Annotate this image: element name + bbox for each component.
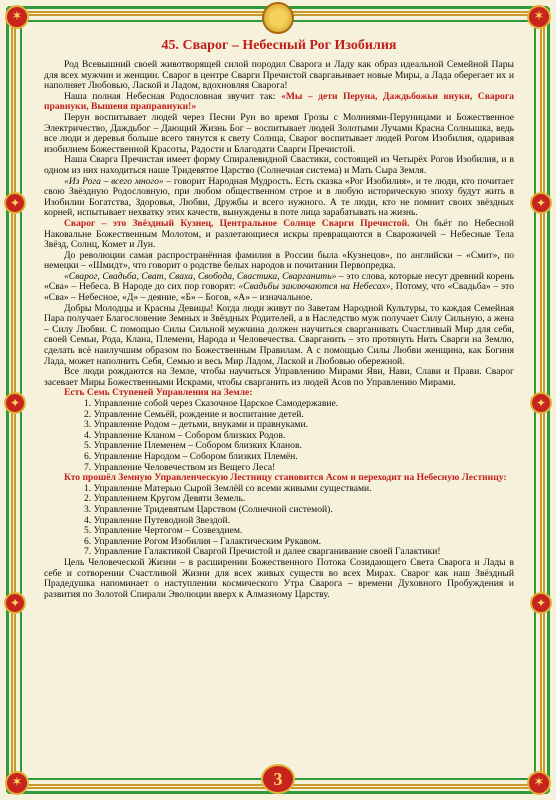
list-heading: Кто прошёл Земную Управленческую Лестницу становится Асом и переходит на Небесную Лестницу: [64, 472, 507, 484]
paragraph: Наша Сварга Пречистая имеет форму Спиралевидной Свастики, состоящей из Четырёх Рогов Изобилия, и в одном из них находиться наше Тридевятое Царство (Солнечная система) и Мать Сыра Земля. [44, 154, 514, 176]
paragraph: Цель Человеческой Жизни – в расширении Божественного Потока Созидающего Света Сварога и Лады в себе и сотворении Счастливой Жизни для всех живых существ во всех Мирах. Сварог как наш Звёздный Прадедушка напоминает о наступлении космического Утра Сварога – времени Духовного Пробуждения и развития по Золотой Спирали Эволюции вверх к Алмазному Царству. [44, 556, 514, 600]
text: – это слова, которые несут древний корень «Сва» – Небеса. В Народе до сих пор говорят: [44, 270, 514, 293]
paragraph [44, 177, 514, 219]
paragraph: Род Всевышний своей животворящей силой породил Сварога и Ладу как образ идеальной Семейной Пары для всех мужчин и женщин. Сварог в центре Сварги Пречистой сваргањивает новые Миры, а Лада оберегает их и наполняет Любовью, Лаской и Ладом, вдохновляя Сварога! [44, 59, 514, 92]
list-item: 2. Управлением Кругом Девяти Земель. [84, 493, 246, 505]
list-item: 3. Управление Тридевятым Царством (Солнечной системой). [84, 503, 333, 515]
side-medallion-icon: ✦ [530, 592, 552, 614]
side-medallion-icon: ✦ [4, 392, 26, 414]
paragraph [44, 219, 514, 251]
side-medallion-icon: ✦ [4, 592, 26, 614]
page-number: 3 [261, 764, 295, 794]
list-item: 6. Управление Народом – Собором близких Племён. [84, 450, 298, 462]
saying: «Свадьбы заключаются на Небесах», [238, 281, 393, 293]
text: Наша полная Небесная Родословная звучит так: [64, 90, 282, 102]
paragraph [44, 272, 514, 304]
side-medallion-icon: ✦ [530, 392, 552, 414]
paragraph: Все люди рождаются на Земле, чтобы научиться Управлению Мирами Яви, Нави, Слави и Прави. Сварог засевает Миры Божественными Искрами, чтобы сварганить из людей Асов по Управлению Мирами. [44, 366, 514, 388]
list-item: 5. Управление Чертогом – Созвездием. [84, 525, 243, 537]
corner-ornament-icon: ✶ [527, 771, 551, 795]
earth-steps-list [44, 399, 514, 473]
text: Он бьёт по Небесной Наковальне Божественным Молотом, и разлетающиеся искры превращаются в Сварожичей – Небесные Тела Звёзд, Солнц, Комет и Лун. [44, 217, 514, 251]
list-item: 4. Управление Путеводной Звездой. [84, 514, 231, 526]
genealogy-quote: «Мы – дети Перуна, Даждьбожьи внуки, Сварога правнуки, Вышеня праправнуки!» [44, 90, 514, 113]
paragraph: До революции самая распространённая фамилия в России была «Кузнецов», по английски – «Смит», по немецки – «Шмидт», что говорит о родстве белых народов и почитании Первопредка. [44, 249, 514, 272]
page-title: 45. Сварог – Небесный Рог Изобилия [161, 38, 397, 53]
corner-ornament-icon: ✶ [5, 771, 29, 795]
text: – говорит Народная Мудрость. Есть сказка «Рог Изобилия», и те люди, кто почитает свою Звёздную Родословную, при любом общественном строе и в любую историческую эпоху будут жить в Изобилии Богатства, Здоровья, Любви, Дружбы и всего нужного. А те люди, кто не помнит своих звёздных корней, испытывает нехватку этих качеств, вынуждены в поте лица зарабатывать на жизнь. [44, 175, 514, 219]
heaven-steps-list [44, 484, 514, 558]
corner-ornament-icon: ✶ [527, 5, 551, 29]
list-item: 1. Управление собой через Сказочное Царское Самодержавие. [84, 398, 339, 409]
list-item: 3. Управление Родом – детьми, внуками и правнуками. [84, 419, 308, 431]
list-item: 6. Управление Рогом Изобилия – Галактическим Рукавом. [84, 535, 322, 547]
paragraph: Перун воспитывает людей через Песни Рун во время Грозы с Молниями-Перуницами и Божественное Электричество, Даждьбог – Дающий Жизнь Бог – воспитывает людей Золотыми Лучами Красна Солнышка, ведь все люди и деревья больше всего тянутся к свету Солнца, Сварог воспитывает людей Рогом Изобилия, одаривая изобилием Божественной Красоты, Радости и Благодати Сварги Пречистой. [44, 111, 514, 155]
list-item: 4. Управление Кланом – Собором близких Родов. [84, 429, 286, 441]
highlight: Сварог – это Звёздный Кузнец, Центральное Солнце Сварги Пречистой. [64, 217, 410, 229]
paragraph: Добры Молодцы и Красны Девицы! Когда люди живут по Заветам Народной Культуры, то каждая Семейная Пара получает Благословение Земных и Звёздных Родителей, а в Наследство муж получает Силу Сильную, а жена – Силу Любви. С помощью Силы Сильной мужчина должен научиться сварганивать Счастливый Мир для себя, своей Семьи, Рода, Клана, Племени, Народа и Человечества. Сварганить – это протянуть Нить Сварги на Землю, сделать всё наилучшим образом по Божественным Правилам. А с помощью Силы Любви женщина, как Богиня Лада, может наполнить Себя, Семью и весь Мир Ладом, Лаской и Любовью обережной. [44, 302, 514, 367]
sun-emblem-icon [262, 2, 294, 34]
corner-ornament-icon: ✶ [5, 5, 29, 29]
word-list: «Сварог, Свадьба, Сват, Сваха, Свобода, Свастика, Сварганить» [64, 270, 337, 282]
list-item: 5. Управление Племенем – Собором близких Кланов. [84, 440, 302, 452]
list-heading: Есть Семь Ступеней Управления на Земле: [64, 387, 253, 399]
list-item: 1. Управление Матерью Сырой Землёй со всеми живыми существами. [84, 482, 372, 494]
list-item: 7. Управление Человечеством из Вещего Леса! [84, 461, 276, 473]
list-item: 2. Управление Семьёй, рождение и воспитание детей. [84, 408, 304, 420]
side-medallion-icon: ✦ [530, 192, 552, 214]
paragraph [44, 92, 514, 113]
proverb: «Из Рога – всего много» [64, 175, 164, 187]
side-medallion-icon: ✦ [4, 192, 26, 214]
article [44, 38, 514, 600]
text: Потому, что «Свадьба» – это «Сва» – Небесное, «Д» – деяние, «Б» – Богов, «А» – изначальное. [44, 281, 514, 304]
list-item: 7. Управление Галактикой Сваргой Пречистой и далее сварганивание своей Галактики! [84, 546, 441, 558]
